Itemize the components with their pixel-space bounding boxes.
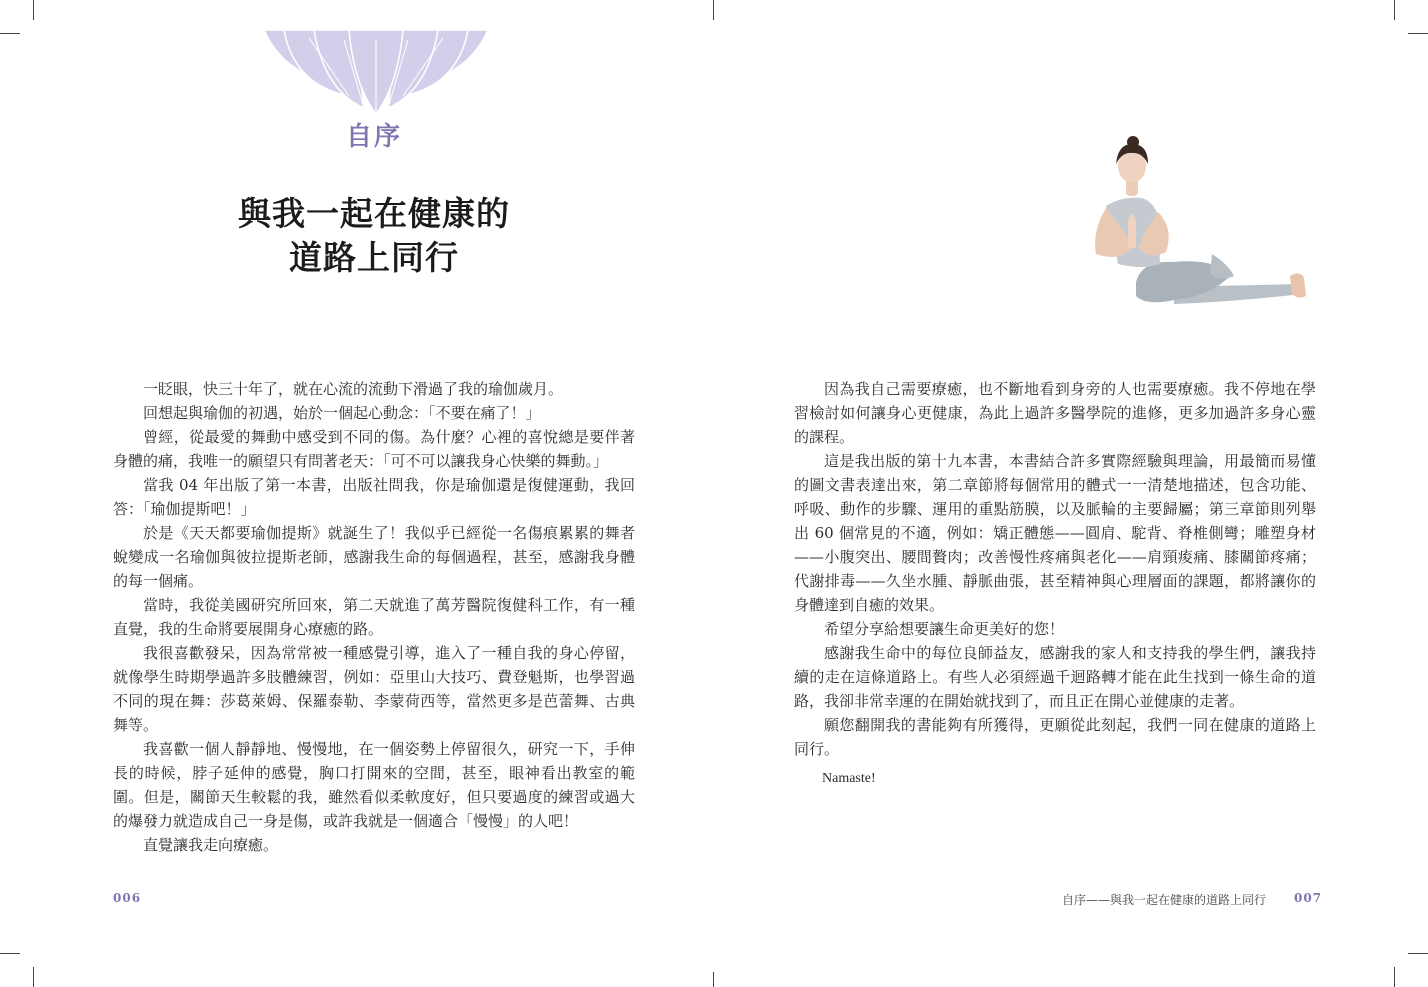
page-number: 007 — [1294, 891, 1323, 905]
crop-mark — [33, 0, 34, 20]
paragraph: 因為我自己需要療癒，也不斷地看到身旁的人也需要療癒。我不停地在學習檢討如何讓身心更健康，為此上過許多醫學院的進修，更多加過許多身心靈的課程。 — [794, 380, 1316, 446]
paragraph: 當時，我從美國研究所回來，第二天就進了萬芳醫院復健科工作，有一種直覺，我的生命將要展開身心療癒的路。 — [113, 596, 635, 638]
body-text-left — [113, 377, 635, 857]
crop-mark — [0, 33, 20, 34]
title-line: 與我一起在健康的 — [238, 194, 510, 233]
paragraph: 曾經，從最愛的舞動中感受到不同的傷。為什麼？心裡的喜悅總是要伴著身體的痛，我唯一的願望只有問著老天：「可不可以讓我身心快樂的舞動。」 — [113, 428, 635, 470]
running-head: 自序——與我一起在健康的道路上同行 — [1061, 893, 1266, 907]
crop-mark — [713, 0, 714, 20]
crop-mark — [713, 972, 714, 987]
crop-mark — [1394, 967, 1395, 987]
signoff: Namaste! — [822, 771, 876, 786]
paragraph: 直覺讓我走向療癒。 — [143, 836, 279, 854]
page-number: 006 — [113, 891, 142, 905]
paragraph: 於是《天天都要瑜伽提斯》就誕生了！我似乎已經從一名傷痕累累的舞者蛻變成一名瑜伽與彼拉提斯老師，感謝我生命的每個過程，甚至，感謝我身體的每一個痛。 — [113, 524, 635, 590]
paragraph: 回想起與瑜伽的初遇，始於一個起心動念：「不要在痛了！」 — [143, 404, 541, 422]
crop-mark — [1408, 953, 1428, 954]
paragraph: 當我 04 年出版了第一本書，出版社問我，你是瑜伽還是復健運動，我回答：「瑜伽提斯吧！」 — [113, 476, 635, 518]
crop-mark — [33, 967, 34, 987]
crop-mark — [1394, 0, 1395, 20]
section-label: 自序 — [345, 122, 402, 152]
body-text-right — [794, 377, 1316, 791]
lotus-ornament-icon — [264, 30, 488, 114]
paragraph: 願您翻開我的書能夠有所獲得，更願從此刻起，我們一同在健康的道路上同行。 — [794, 716, 1316, 758]
paragraph: 我很喜歡發呆，因為常常被一種感覺引導，進入了一種自我的身心停留，就像學生時期學過許多肢體練習，例如：亞里山大技巧、費登魁斯，也學習過不同的現在舞：莎葛萊姆、保羅泰勒、李蒙荷西等，當然更多是芭蕾舞、古典舞等。 — [113, 644, 635, 734]
paragraph: 感謝我生命中的每位良師益友，感謝我的家人和支持我的學生們，讓我持續的走在這條道路上。有些人必須經過千迴路轉才能在此生找到一條生命的道路，我卻非常幸運的在開始就找到了，而且正在開心並健康的走著。 — [794, 644, 1316, 710]
title-line: 道路上同行 — [289, 238, 459, 277]
paragraph: 希望分享給想要讓生命更美好的您！ — [824, 620, 1065, 638]
yoga-pose-photo — [1062, 136, 1316, 322]
paragraph: 我喜歡一個人靜靜地、慢慢地，在一個姿勢上停留很久，研究一下，手伸長的時候，脖子延伸的感覺，胸口打開來的空間，甚至，眼神看出教室的範圍。但是，關節天生較鬆的我，雖然看似柔軟度好，但只要過度的練習或過大的爆發力就造成自己一身是傷，或許我就是一個適合「慢慢」的人吧！ — [113, 740, 635, 830]
paragraph: 一眨眼，快三十年了，就在心流的流動下滑過了我的瑜伽歲月。 — [143, 380, 564, 398]
paragraph: 這是我出版的第十九本書，本書結合許多實際經驗與理論，用最簡而易懂的圖文書表達出來，第二章節將每個常用的體式一一清楚地描述，包含功能、呼吸、動作的步驟、運用的重點筋膜，以及脈輪的主要歸屬；第三章節則列舉出 60 個常見的不適，例如：矯正體態——圓肩、駝背、脊椎側彎；雕塑身材——小腹突出、腰間贅肉；改善慢性疼痛與老化——肩頸痠痛、膝關節疼痛；代謝排毒——久坐水腫、靜脈曲張，甚至精神與心理層面的課題，都將讓你的身體達到自癒的效果。 — [794, 452, 1316, 614]
crop-mark — [0, 953, 20, 954]
crop-mark — [1408, 33, 1428, 34]
chapter-title — [174, 192, 574, 280]
